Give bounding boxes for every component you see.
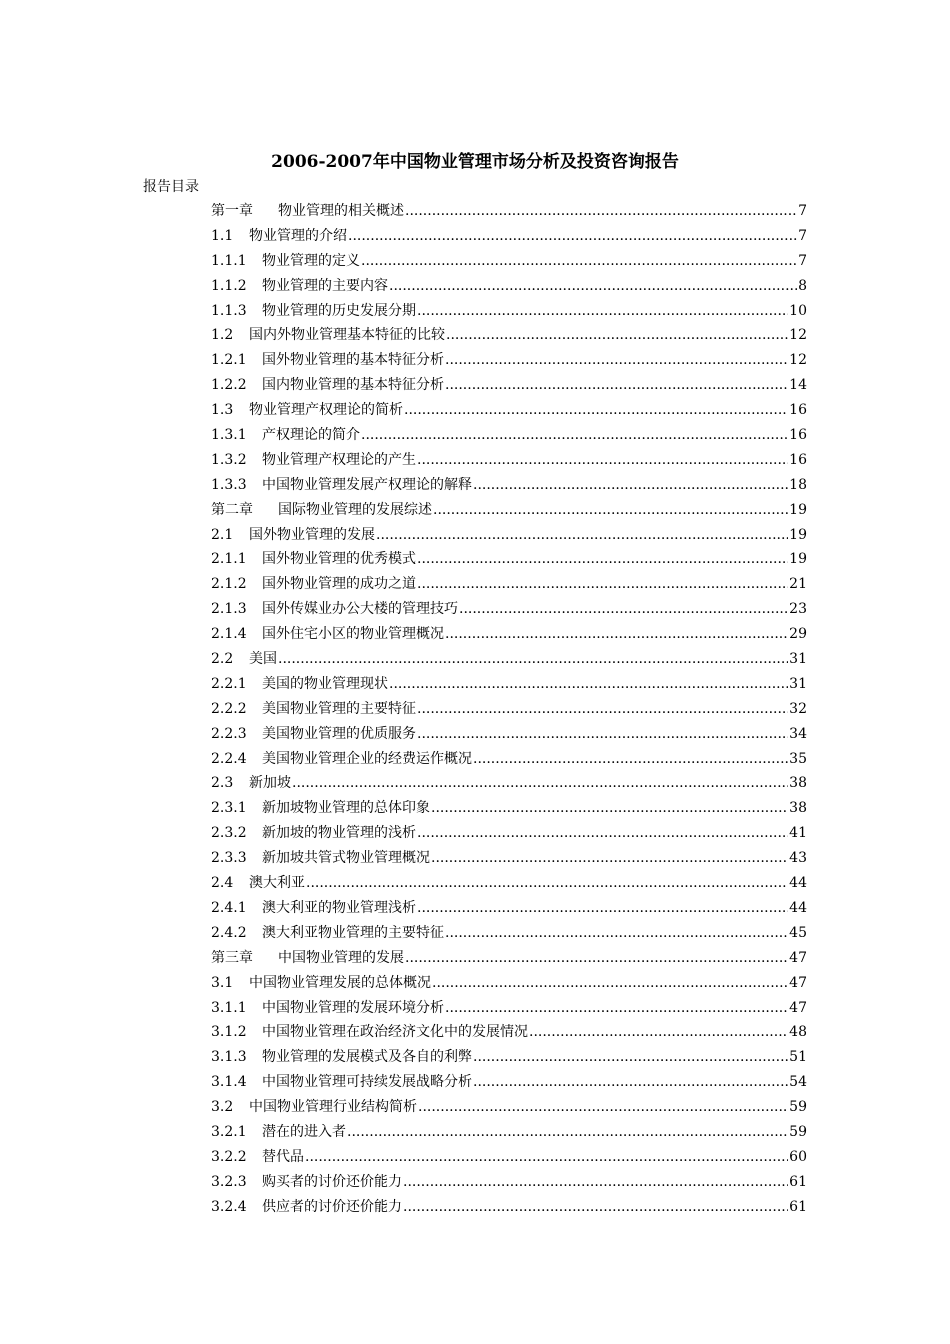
toc-entry[interactable]: [211, 423, 807, 448]
toc-entry[interactable]: [211, 971, 807, 996]
toc-entry-page: 43: [789, 850, 807, 867]
toc-entry[interactable]: [211, 249, 807, 274]
toc-entry[interactable]: [211, 647, 807, 672]
toc-entry-title: 美国物业管理企业的经费运作概况: [262, 750, 472, 767]
toc-entry-title: 新加坡: [249, 775, 291, 792]
toc-entry[interactable]: [211, 299, 807, 324]
toc-entry-number: 1.3: [211, 402, 234, 419]
toc-entry-page: 32: [789, 700, 807, 717]
toc-heading: 报告目录: [143, 179, 199, 195]
toc-entry-number: 1.3.3: [211, 476, 247, 493]
toc-dot-leader: [389, 672, 788, 697]
toc-entry-title: 国内物业管理的基本特征分析: [262, 377, 444, 394]
toc-dot-leader: [404, 398, 788, 423]
toc-entry-title: 国际物业管理的发展综述: [278, 501, 432, 518]
toc-dot-leader: [417, 572, 788, 597]
toc-dot-leader: [473, 747, 788, 772]
toc-entry-page: 47: [789, 974, 807, 991]
toc-entry[interactable]: [211, 1195, 807, 1220]
toc-entry-number: 1.3.2: [211, 451, 247, 468]
toc-entry-number: 3.1.2: [211, 1024, 247, 1041]
toc-entry-page: 47: [789, 949, 807, 966]
toc-entry-page: 59: [789, 1123, 807, 1140]
toc-dot-leader: [417, 547, 788, 572]
toc-entry-page: 18: [789, 476, 807, 493]
toc-entry-number: 第二章: [211, 501, 253, 518]
toc-dot-leader: [445, 622, 788, 647]
toc-entry-title: 国内外物业管理基本特征的比较: [249, 327, 445, 344]
toc-entry-title: 澳大利亚: [249, 875, 305, 892]
table-of-contents: [211, 199, 807, 1220]
toc-entry-title: 中国物业管理的发展环境分析: [262, 999, 444, 1016]
toc-entry-number: 3.1.4: [211, 1074, 247, 1091]
toc-entry-title: 中国物业管理行业结构简析: [249, 1099, 417, 1116]
toc-dot-leader: [376, 523, 788, 548]
toc-entry[interactable]: [211, 871, 807, 896]
toc-entry[interactable]: [211, 597, 807, 622]
toc-entry-title: 国外住宅小区的物业管理概况: [262, 626, 444, 643]
toc-dot-leader: [529, 1020, 788, 1045]
toc-entry-title: 澳大利亚物业管理的主要特征: [262, 924, 444, 941]
toc-entry-title: 中国物业管理发展的总体概况: [249, 974, 431, 991]
toc-dot-leader: [348, 224, 797, 249]
toc-entry-title: 中国物业管理的发展: [278, 949, 404, 966]
toc-entry-page: 10: [789, 302, 807, 319]
toc-entry-page: 31: [789, 651, 807, 668]
toc-entry-title: 物业管理的历史发展分期: [262, 302, 416, 319]
toc-entry-number: 2.1: [211, 526, 234, 543]
toc-entry-page: 16: [789, 427, 807, 444]
toc-dot-leader: [403, 1170, 788, 1195]
toc-dot-leader: [418, 1095, 788, 1120]
toc-entry-page: 44: [789, 899, 807, 916]
toc-entry[interactable]: [211, 498, 807, 523]
toc-entry-title: 物业管理产权理论的产生: [262, 451, 416, 468]
toc-dot-leader: [417, 299, 788, 324]
toc-entry-number: 1.2.1: [211, 352, 247, 369]
toc-entry-number: 2.4: [211, 875, 234, 892]
toc-entry-number: 2.1.1: [211, 551, 247, 568]
toc-entry-number: 2.3.3: [211, 850, 247, 867]
toc-entry-title: 产权理论的简介: [262, 427, 360, 444]
toc-entry-page: 7: [798, 252, 807, 269]
toc-entry-title: 供应者的讨价还价能力: [262, 1198, 402, 1215]
toc-entry-title: 美国: [249, 651, 277, 668]
toc-entry-number: 2.1.4: [211, 626, 247, 643]
toc-entry-page: 48: [789, 1024, 807, 1041]
toc-dot-leader: [278, 647, 788, 672]
toc-entry-page: 38: [789, 775, 807, 792]
toc-entry[interactable]: [211, 1095, 807, 1120]
toc-entry-number: 1.2: [211, 327, 234, 344]
toc-entry[interactable]: [211, 1170, 807, 1195]
toc-entry-page: 29: [789, 626, 807, 643]
toc-dot-leader: [292, 771, 788, 796]
toc-entry-page: 45: [789, 924, 807, 941]
toc-entry-number: 2.2: [211, 651, 234, 668]
toc-dot-leader: [417, 821, 788, 846]
toc-dot-leader: [446, 323, 788, 348]
toc-entry[interactable]: [211, 274, 807, 299]
toc-entry-title: 国外物业管理的发展: [249, 526, 375, 543]
toc-entry-number: 2.2.2: [211, 700, 247, 717]
toc-entry-page: 61: [789, 1198, 807, 1215]
toc-entry[interactable]: [211, 323, 807, 348]
toc-entry-page: 35: [789, 750, 807, 767]
toc-dot-leader: [417, 896, 788, 921]
toc-entry-number: 2.4.1: [211, 899, 247, 916]
toc-dot-leader: [405, 199, 797, 224]
toc-entry[interactable]: [211, 1045, 807, 1070]
toc-entry-number: 1.1: [211, 227, 234, 244]
toc-dot-leader: [417, 448, 788, 473]
toc-entry-number: 第三章: [211, 949, 253, 966]
toc-entry-number: 3.2.2: [211, 1148, 247, 1165]
toc-entry-number: 2.2.1: [211, 675, 247, 692]
toc-entry[interactable]: [211, 821, 807, 846]
toc-dot-leader: [405, 946, 788, 971]
toc-dot-leader: [473, 473, 788, 498]
toc-entry-title: 美国物业管理的优质服务: [262, 725, 416, 742]
toc-entry[interactable]: [211, 771, 807, 796]
toc-entry-title: 替代品: [262, 1148, 304, 1165]
toc-dot-leader: [417, 697, 788, 722]
toc-entry-page: 21: [789, 576, 807, 593]
toc-entry-page: 19: [789, 551, 807, 568]
toc-entry[interactable]: [211, 747, 807, 772]
toc-entry[interactable]: [211, 448, 807, 473]
toc-entry-number: 1.2.2: [211, 377, 247, 394]
toc-entry[interactable]: [211, 547, 807, 572]
toc-entry-title: 物业管理的主要内容: [262, 277, 388, 294]
toc-entry-number: 2.3: [211, 775, 234, 792]
toc-entry-page: 14: [789, 377, 807, 394]
toc-entry-title: 物业管理的介绍: [249, 227, 347, 244]
toc-dot-leader: [445, 996, 788, 1021]
toc-entry-title: 物业管理的相关概述: [278, 203, 404, 219]
toc-entry[interactable]: [211, 398, 807, 423]
toc-entry-page: 41: [789, 825, 807, 842]
toc-entry[interactable]: [211, 523, 807, 548]
toc-dot-leader: [431, 796, 788, 821]
toc-entry-title: 潜在的进入者: [262, 1123, 346, 1140]
toc-entry-number: 3.1.1: [211, 999, 247, 1016]
toc-entry[interactable]: [211, 1070, 807, 1095]
toc-entry-title: 新加坡物业管理的总体印象: [262, 800, 430, 817]
toc-entry-title: 美国物业管理的主要特征: [262, 700, 416, 717]
toc-entry-number: 2.2.4: [211, 750, 247, 767]
toc-entry[interactable]: [211, 199, 807, 224]
toc-entry-title: 国外传媒业办公大楼的管理技巧: [262, 601, 458, 618]
toc-entry-page: 12: [789, 352, 807, 369]
toc-entry-page: 7: [798, 227, 807, 244]
toc-entry-title: 澳大利亚的物业管理浅析: [262, 899, 416, 916]
toc-entry[interactable]: [211, 722, 807, 747]
toc-entry-number: 1.3.1: [211, 427, 247, 444]
toc-entry-title: 物业管理的定义: [262, 252, 360, 269]
toc-entry[interactable]: [211, 921, 807, 946]
toc-dot-leader: [473, 1045, 788, 1070]
toc-entry-page: 31: [789, 675, 807, 692]
toc-entry-number: 1.1.3: [211, 302, 247, 319]
toc-entry-page: 38: [789, 800, 807, 817]
toc-entry-page: 61: [789, 1173, 807, 1190]
toc-entry-number: 3.2.4: [211, 1198, 247, 1215]
toc-entry-number: 2.4.2: [211, 924, 247, 941]
toc-dot-leader: [445, 373, 788, 398]
toc-entry-title: 物业管理产权理论的简析: [249, 402, 403, 419]
toc-entry[interactable]: [211, 996, 807, 1021]
toc-entry-number: 2.2.3: [211, 725, 247, 742]
toc-entry-number: 2.3.1: [211, 800, 247, 817]
toc-entry-number: 1.1.2: [211, 277, 247, 294]
toc-dot-leader: [432, 971, 788, 996]
toc-entry[interactable]: [211, 1145, 807, 1170]
toc-entry[interactable]: [211, 1020, 807, 1045]
toc-entry-number: 第一章: [211, 203, 253, 219]
toc-entry-title: 物业管理的发展模式及各自的利弊: [262, 1049, 472, 1066]
toc-entry-number: 3.1: [211, 974, 234, 991]
toc-entry[interactable]: [211, 572, 807, 597]
toc-entry-page: 51: [789, 1049, 807, 1066]
toc-entry-page: 16: [789, 402, 807, 419]
toc-dot-leader: [445, 921, 788, 946]
toc-dot-leader: [417, 722, 788, 747]
toc-dot-leader: [306, 871, 788, 896]
toc-entry-number: 2.3.2: [211, 825, 247, 842]
toc-entry-page: 19: [789, 501, 807, 518]
toc-entry-page: 59: [789, 1099, 807, 1116]
toc-entry-number: 2.1.3: [211, 601, 247, 618]
toc-entry-title: 美国的物业管理现状: [262, 675, 388, 692]
toc-entry[interactable]: [211, 846, 807, 871]
toc-dot-leader: [389, 274, 797, 299]
toc-dot-leader: [361, 423, 788, 448]
toc-entry-title: 购买者的讨价还价能力: [262, 1173, 402, 1190]
toc-entry-title: 中国物业管理可持续发展战略分析: [262, 1074, 472, 1091]
toc-entry-page: 23: [789, 601, 807, 618]
toc-entry-page: 54: [789, 1074, 807, 1091]
toc-entry-number: 3.2.1: [211, 1123, 247, 1140]
toc-entry-page: 34: [789, 725, 807, 742]
toc-entry[interactable]: [211, 473, 807, 498]
toc-entry-page: 44: [789, 875, 807, 892]
toc-entry-page: 60: [789, 1148, 807, 1165]
toc-entry-title: 中国物业管理发展产权理论的解释: [262, 476, 472, 493]
toc-dot-leader: [361, 249, 797, 274]
toc-entry-title: 国外物业管理的基本特征分析: [262, 352, 444, 369]
toc-entry[interactable]: [211, 1120, 807, 1145]
toc-entry[interactable]: [211, 896, 807, 921]
toc-entry-page: 47: [789, 999, 807, 1016]
toc-entry[interactable]: [211, 672, 807, 697]
toc-entry[interactable]: [211, 697, 807, 722]
toc-entry-page: 7: [798, 203, 807, 219]
toc-dot-leader: [305, 1145, 788, 1170]
toc-entry-number: 1.1.1: [211, 252, 247, 269]
toc-dot-leader: [403, 1195, 788, 1220]
toc-entry-page: 19: [789, 526, 807, 543]
toc-entry[interactable]: [211, 622, 807, 647]
toc-entry-title: 新加坡的物业管理的浅析: [262, 825, 416, 842]
toc-dot-leader: [433, 498, 788, 523]
toc-entry-page: 8: [798, 277, 807, 294]
toc-entry[interactable]: [211, 224, 807, 249]
page-title: 2006-2007年中国物业管理市场分析及投资咨询报告: [271, 152, 679, 172]
toc-entry[interactable]: [211, 348, 807, 373]
toc-entry-number: 3.2.3: [211, 1173, 247, 1190]
toc-entry[interactable]: [211, 373, 807, 398]
toc-entry[interactable]: [211, 946, 807, 971]
toc-dot-leader: [347, 1120, 788, 1145]
toc-entry-title: 国外物业管理的成功之道: [262, 576, 416, 593]
toc-entry-title: 中国物业管理在政治经济文化中的发展情况: [262, 1024, 528, 1041]
toc-entry-number: 3.2: [211, 1099, 234, 1116]
toc-entry-number: 2.1.2: [211, 576, 247, 593]
toc-dot-leader: [459, 597, 788, 622]
toc-entry-title: 新加坡共管式物业管理概况: [262, 850, 430, 867]
toc-dot-leader: [473, 1070, 788, 1095]
toc-entry-number: 3.1.3: [211, 1049, 247, 1066]
toc-entry[interactable]: [211, 796, 807, 821]
toc-entry-page: 12: [789, 327, 807, 344]
toc-entry-page: 16: [789, 451, 807, 468]
toc-entry-title: 国外物业管理的优秀模式: [262, 551, 416, 568]
toc-dot-leader: [431, 846, 788, 871]
toc-dot-leader: [445, 348, 788, 373]
